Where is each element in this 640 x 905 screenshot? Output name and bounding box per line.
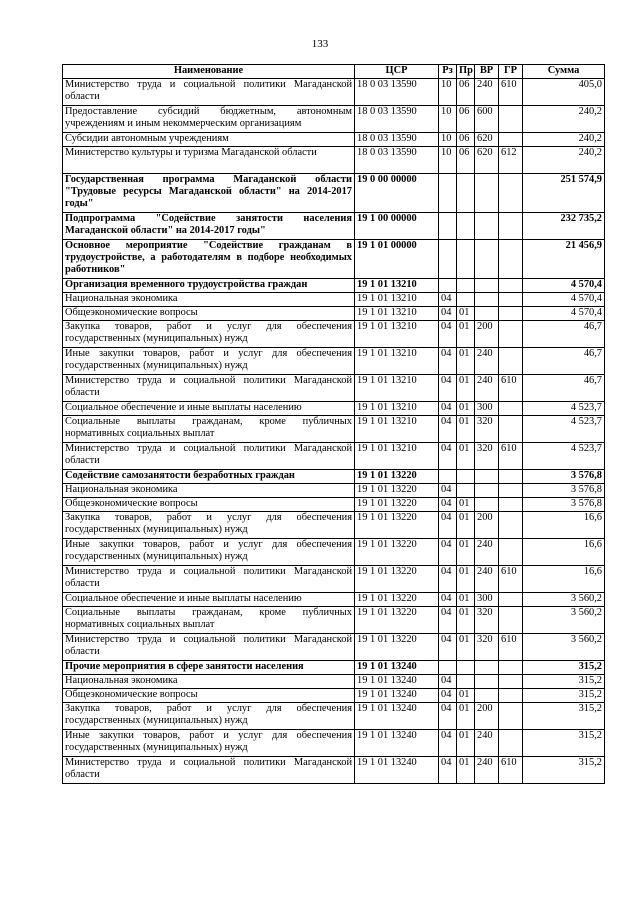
cell-gr [499,348,523,375]
table-row [63,402,605,416]
cell-pr [457,213,475,240]
cell-name: Социальное обеспечение и иные выплаты населению [63,593,355,607]
table-row [63,348,605,375]
cell-sum: 4 570,4 [523,293,605,307]
cell-vr [475,498,499,512]
cell-rz [439,470,457,484]
cell-csr: 18 0 03 13590 [355,133,439,147]
cell-rz: 04 [439,607,457,634]
page-number: 133 [311,38,329,50]
cell-gr [499,106,523,133]
cell-name: Закупка товаров, работ и услуг для обеспечения государственных (муниципальных) нужд [63,703,355,730]
table-row [63,498,605,512]
cell-sum: 4 570,4 [523,307,605,321]
cell-rz: 04 [439,498,457,512]
cell-csr: 18 0 03 13590 [355,106,439,133]
cell-pr: 01 [457,375,475,402]
table-row [63,375,605,402]
cell-vr: 240 [475,566,499,593]
cell-sum: 315,2 [523,703,605,730]
cell-name: Организация временного трудоустройства граждан [63,279,355,293]
table-row [63,566,605,593]
cell-vr: 300 [475,593,499,607]
cell-vr: 240 [475,348,499,375]
cell-vr: 240 [475,730,499,757]
cell-name: Подпрограмма "Содействие занятости населения Магаданской области" на 2014-2017 годы" [63,213,355,240]
cell-sum: 405,0 [523,79,605,106]
cell-pr [457,675,475,689]
cell-csr: 19 0 00 00000 [355,174,439,213]
cell-sum: 3 576,8 [523,498,605,512]
header-rz: Рз [439,65,457,79]
table-row [63,293,605,307]
cell-csr: 19 1 01 13220 [355,593,439,607]
cell-vr [475,307,499,321]
cell-rz: 04 [439,689,457,703]
cell-sum: 3 560,2 [523,593,605,607]
cell-gr [499,661,523,675]
cell-gr [499,416,523,443]
cell-gr [499,512,523,539]
table-header-row [63,65,605,79]
cell-sum: 3 576,8 [523,484,605,498]
cell-rz [439,661,457,675]
cell-rz: 04 [439,539,457,566]
table-row [63,106,605,133]
cell-gr: 612 [499,147,523,174]
table-row [63,675,605,689]
cell-gr [499,703,523,730]
cell-name: Социальные выплаты гражданам, кроме публичных нормативных социальных выплат [63,607,355,634]
cell-vr: 600 [475,106,499,133]
cell-csr: 19 1 01 13240 [355,703,439,730]
cell-rz: 04 [439,512,457,539]
cell-gr [499,539,523,566]
cell-gr [499,470,523,484]
cell-sum: 46,7 [523,348,605,375]
table-row [63,757,605,784]
cell-vr: 320 [475,443,499,470]
cell-name: Иные закупки товаров, работ и услуг для обеспечения государственных (муниципальных) нужд [63,539,355,566]
cell-sum: 46,7 [523,375,605,402]
cell-csr: 19 1 01 13210 [355,321,439,348]
table-row [63,443,605,470]
cell-sum: 251 574,9 [523,174,605,213]
cell-pr: 01 [457,757,475,784]
cell-name: Иные закупки товаров, работ и услуг для обеспечения государственных (муниципальных) нужд [63,730,355,757]
cell-gr [499,240,523,279]
cell-pr: 01 [457,593,475,607]
cell-rz [439,213,457,240]
cell-gr [499,607,523,634]
cell-csr: 19 1 01 13240 [355,689,439,703]
cell-csr: 19 1 01 13210 [355,375,439,402]
cell-gr [499,593,523,607]
cell-gr [499,307,523,321]
table-row [63,661,605,675]
table-row [63,634,605,661]
cell-pr: 01 [457,307,475,321]
cell-sum: 315,2 [523,730,605,757]
cell-vr [475,293,499,307]
cell-gr [499,174,523,213]
cell-name: Министерство труда и социальной политики Магаданской области [63,375,355,402]
cell-name: Содействие самозанятости безработных граждан [63,470,355,484]
cell-vr [475,675,499,689]
cell-csr: 19 1 01 13220 [355,512,439,539]
cell-pr: 06 [457,133,475,147]
cell-pr [457,661,475,675]
cell-gr [499,402,523,416]
cell-gr [499,213,523,240]
cell-pr: 01 [457,703,475,730]
cell-pr [457,174,475,213]
cell-csr: 19 1 01 13220 [355,484,439,498]
cell-rz: 04 [439,703,457,730]
table-row [63,279,605,293]
budget-table [62,64,605,784]
cell-vr: 320 [475,416,499,443]
cell-gr: 610 [499,566,523,593]
cell-name: Национальная экономика [63,484,355,498]
cell-name: Социальные выплаты гражданам, кроме публичных нормативных социальных выплат [63,416,355,443]
cell-pr: 06 [457,147,475,174]
cell-csr: 19 1 00 00000 [355,213,439,240]
cell-gr [499,293,523,307]
cell-pr: 01 [457,607,475,634]
cell-pr [457,293,475,307]
cell-rz: 04 [439,484,457,498]
cell-pr [457,484,475,498]
cell-name: Предоставление субсидий бюджетным, автономным учреждениям и иным некоммерческим организациям [63,106,355,133]
cell-sum: 16,6 [523,566,605,593]
cell-vr: 620 [475,147,499,174]
cell-vr [475,213,499,240]
cell-sum: 3 560,2 [523,634,605,661]
cell-sum: 4 523,7 [523,416,605,443]
cell-pr: 01 [457,689,475,703]
table-body [63,79,605,784]
cell-csr: 19 1 01 13210 [355,279,439,293]
cell-vr [475,484,499,498]
cell-sum: 3 560,2 [523,607,605,634]
cell-name: Министерство труда и социальной политики Магаданской области [63,634,355,661]
cell-name: Министерство труда и социальной политики Магаданской области [63,566,355,593]
cell-rz: 04 [439,443,457,470]
cell-sum: 21 456,9 [523,240,605,279]
cell-gr [499,675,523,689]
cell-csr: 19 1 01 13220 [355,566,439,593]
cell-csr: 19 1 01 13210 [355,293,439,307]
cell-rz [439,279,457,293]
cell-sum: 3 576,8 [523,470,605,484]
cell-gr [499,133,523,147]
cell-rz: 04 [439,321,457,348]
cell-vr: 200 [475,321,499,348]
header-csr: ЦСР [355,65,439,79]
cell-vr: 200 [475,703,499,730]
cell-vr: 320 [475,607,499,634]
table-row [63,484,605,498]
cell-vr: 320 [475,634,499,661]
cell-gr: 610 [499,443,523,470]
cell-rz [439,240,457,279]
cell-name: Национальная экономика [63,675,355,689]
cell-csr: 19 1 01 13220 [355,498,439,512]
cell-rz: 04 [439,675,457,689]
cell-sum: 315,2 [523,757,605,784]
table-row [63,133,605,147]
cell-pr: 01 [457,512,475,539]
cell-sum: 232 735,2 [523,213,605,240]
cell-name: Министерство труда и социальной политики Магаданской области [63,757,355,784]
cell-gr [499,730,523,757]
cell-rz: 04 [439,416,457,443]
table-row [63,703,605,730]
cell-rz: 10 [439,79,457,106]
table-row [63,147,605,174]
cell-csr: 19 1 01 13240 [355,675,439,689]
cell-vr [475,174,499,213]
cell-rz: 04 [439,348,457,375]
cell-name: Основное мероприятие "Содействие гражданам в трудоустройстве, а работодателям в подборе необходимых работников" [63,240,355,279]
cell-csr: 19 1 01 13220 [355,470,439,484]
cell-pr [457,279,475,293]
cell-csr: 19 1 01 13240 [355,757,439,784]
cell-sum: 4 523,7 [523,443,605,470]
cell-csr: 19 1 01 13220 [355,607,439,634]
cell-sum: 46,7 [523,321,605,348]
cell-sum: 4 570,4 [523,279,605,293]
cell-vr [475,661,499,675]
cell-rz: 04 [439,293,457,307]
table-row [63,470,605,484]
header-name: Наименование [63,65,355,79]
cell-rz: 04 [439,634,457,661]
cell-rz: 04 [439,307,457,321]
table-row [63,321,605,348]
cell-sum: 240,2 [523,106,605,133]
table-row [63,79,605,106]
cell-csr: 19 1 01 13210 [355,307,439,321]
cell-rz: 04 [439,730,457,757]
table-row [63,689,605,703]
cell-vr [475,689,499,703]
cell-vr: 240 [475,79,499,106]
cell-sum: 315,2 [523,675,605,689]
cell-rz: 04 [439,593,457,607]
cell-pr: 01 [457,348,475,375]
cell-vr: 240 [475,757,499,784]
cell-sum: 16,6 [523,539,605,566]
cell-rz [439,174,457,213]
cell-rz: 04 [439,375,457,402]
table-row [63,240,605,279]
cell-pr: 01 [457,730,475,757]
cell-name: Национальная экономика [63,293,355,307]
cell-name: Закупка товаров, работ и услуг для обеспечения государственных (муниципальных) нужд [63,321,355,348]
cell-csr: 19 1 01 00000 [355,240,439,279]
header-gr: ГР [499,65,523,79]
table-row [63,607,605,634]
cell-csr: 18 0 03 13590 [355,79,439,106]
cell-vr [475,240,499,279]
cell-vr [475,470,499,484]
cell-gr [499,689,523,703]
cell-csr: 18 0 03 13590 [355,147,439,174]
cell-vr: 200 [475,512,499,539]
cell-pr: 01 [457,539,475,566]
cell-name: Общеэкономические вопросы [63,307,355,321]
cell-vr: 240 [475,539,499,566]
cell-gr: 610 [499,375,523,402]
cell-sum: 240,2 [523,147,605,174]
cell-name: Министерство труда и социальной политики Магаданской области [63,79,355,106]
cell-name: Государственная программа Магаданской области "Трудовые ресурсы Магаданской области" на 2014-2017 годы" [63,174,355,213]
cell-gr [499,498,523,512]
header-vr: ВР [475,65,499,79]
cell-rz: 04 [439,402,457,416]
cell-name: Прочие мероприятия в сфере занятости населения [63,661,355,675]
cell-name: Общеэкономические вопросы [63,498,355,512]
cell-name: Общеэкономические вопросы [63,689,355,703]
cell-csr: 19 1 01 13210 [355,348,439,375]
cell-pr: 01 [457,443,475,470]
table-row [63,213,605,240]
table-row [63,539,605,566]
cell-sum: 315,2 [523,661,605,675]
cell-vr [475,279,499,293]
cell-vr: 300 [475,402,499,416]
table-row [63,416,605,443]
cell-csr: 19 1 01 13220 [355,634,439,661]
header-pr: Пр [457,65,475,79]
cell-pr [457,470,475,484]
cell-pr: 06 [457,79,475,106]
cell-sum: 16,6 [523,512,605,539]
cell-pr: 01 [457,498,475,512]
cell-csr: 19 1 01 13240 [355,730,439,757]
cell-csr: 19 1 01 13240 [355,661,439,675]
cell-sum: 315,2 [523,689,605,703]
table-row [63,730,605,757]
cell-vr: 240 [475,375,499,402]
table-row [63,593,605,607]
cell-csr: 19 1 01 13210 [355,443,439,470]
cell-name: Иные закупки товаров, работ и услуг для обеспечения государственных (муниципальных) нужд [63,348,355,375]
table-row [63,512,605,539]
cell-gr [499,484,523,498]
cell-rz: 04 [439,566,457,593]
cell-rz: 10 [439,147,457,174]
cell-gr [499,321,523,348]
cell-sum: 4 523,7 [523,402,605,416]
cell-csr: 19 1 01 13210 [355,416,439,443]
cell-csr: 19 1 01 13220 [355,539,439,566]
cell-name: Министерство труда и социальной политики Магаданской области [63,443,355,470]
cell-name: Закупка товаров, работ и услуг для обеспечения государственных (муниципальных) нужд [63,512,355,539]
cell-pr: 01 [457,416,475,443]
cell-gr: 610 [499,79,523,106]
cell-gr: 610 [499,757,523,784]
cell-pr: 01 [457,566,475,593]
cell-pr: 01 [457,402,475,416]
header-sum: Сумма [523,65,605,79]
table-row [63,307,605,321]
cell-vr: 620 [475,133,499,147]
cell-csr: 19 1 01 13210 [355,402,439,416]
cell-rz: 10 [439,133,457,147]
cell-name: Субсидии автономным учреждениям [63,133,355,147]
cell-sum: 240,2 [523,133,605,147]
cell-rz: 10 [439,106,457,133]
cell-pr: 01 [457,634,475,661]
cell-pr: 06 [457,106,475,133]
cell-gr: 610 [499,634,523,661]
cell-name: Министерство культуры и туризма Магаданской области [63,147,355,174]
table-row [63,174,605,213]
cell-pr [457,240,475,279]
cell-pr: 01 [457,321,475,348]
cell-name: Социальное обеспечение и иные выплаты населению [63,402,355,416]
cell-gr [499,279,523,293]
cell-rz: 04 [439,757,457,784]
